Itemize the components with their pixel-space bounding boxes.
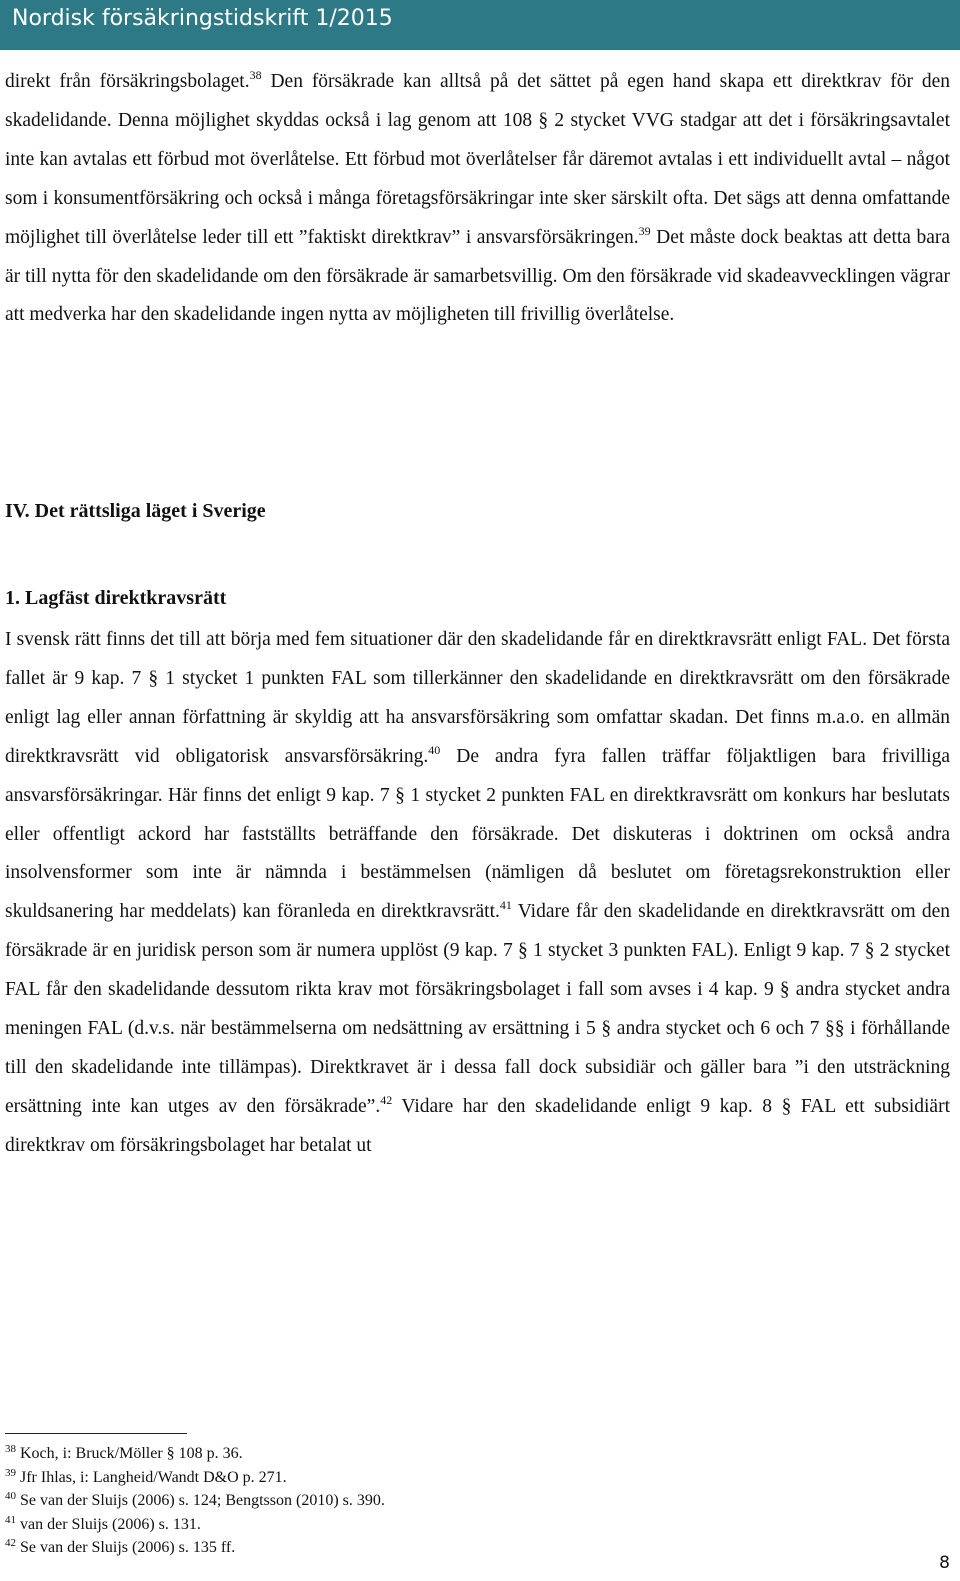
footnote-divider (5, 1433, 187, 1434)
footnote-number: 39 (5, 1466, 16, 1479)
subsection-heading: 1. Lagfäst direktkravsrätt (5, 587, 227, 609)
footnote-text: Koch, i: Bruck/Möller § 108 p. 36. (16, 1445, 243, 1462)
footnote-text: Se van der Sluijs (2006) s. 124; Bengtsson (2010) s. 390. (16, 1492, 385, 1510)
footnote-text: Jfr Ihlas, i: Langheid/Wandt D&O p. 271. (16, 1468, 287, 1486)
footnote-ref-42[interactable]: 42 (380, 1092, 393, 1107)
footnote-text: Se van der Sluijs (2006) s. 135 ff. (16, 1539, 236, 1557)
footnote-number: 40 (5, 1490, 16, 1503)
footnote-text: van der Sluijs (2006) s. 131. (16, 1515, 201, 1533)
page-number: 8 (939, 1553, 950, 1573)
footnote-39 (5, 1466, 905, 1490)
paragraph-2 (5, 621, 950, 1166)
footnote-number: 41 (5, 1513, 16, 1526)
footnote-ref-39[interactable]: 39 (638, 223, 651, 238)
section-heading: IV. Det rättsliga läget i Sverige (5, 500, 266, 522)
paragraph-1-text-1: direkt från försäkringsbolaget. (5, 71, 250, 92)
paragraph-2-text-1: I svensk rätt finns det till att börja med fem situationer där den skadelidande får en direktkravsrätt enligt FAL. Det första fallet är 9 kap. 7 § 1 stycket 1 punkten FAL som tillerkänner den skadelidande en direktkravsrätt om den försäkrade enligt lag eller annan författning är skyldig att ha ansvarsförsäkring som omfattar skadan. Det finns m.a.o. en allmän direktkravsrätt vid obligatorisk ansvarsförsäkring. (5, 629, 950, 767)
paragraph-2-text-3: Vidare får den skadelidande en direktkravsrätt om den försäkrade är en juridisk person som är numera upplöst (9 kap. 7 § 1 stycket 3 punkten FAL). Enligt 9 kap. 7 § 2 stycket FAL får den skadelidande dessutom rikta krav mot försäkringsbolaget i fall som avses i 4 kap. 9 § andra stycket andra meningen FAL (d.v.s. när bestämmelserna om nedsättning av ersättning i 5 § andra stycket och 6 och 7 §§ i förhållande till den skadelidande inte tillämpas). Direktkravet är i dessa fall dock subsidiär och gäller bara ”i den utsträckning ersättning inte kan utges av den försäkrade”. (5, 901, 950, 1117)
footnote-ref-41[interactable]: 41 (499, 898, 512, 913)
footnote-number: 42 (5, 1537, 16, 1550)
footnote-38 (5, 1442, 905, 1466)
paragraph-1 (5, 63, 950, 335)
footnotes (5, 1442, 905, 1560)
paragraph-2-text-2: De andra fyra fallen träffar följaktligen bara frivilliga ansvarsförsäkringar. Här finns det enligt 9 kap. 7 § 1 stycket 2 punkten FAL en direktkravsrätt om konkurs har beslutats eller offentligt ackord har fastställts beträffande den försäkrade. Det diskuteras i doktrinen om också andra insolvensformer som inte är nämnda i bestämmelsen (nämligen då beslutet om företagsrekonstruktion eller skuldsanering har meddelats) kan föranleda en direktkravsrätt. (5, 745, 950, 923)
paragraph-1-text-2: Den försäkrade kan alltså på det sättet på egen hand skapa ett direktkrav för den skadelidande. Denna möjlighet skyddas också i lag genom att 108 § 2 stycket VVG stadgar att det i försäkringsavtalet inte kan avtalas ett förbud mot överlåtelse. Ett förbud mot överlåtelser får däremot avtalas i ett individuellt avtal – något som i konsumentförsäkring och också i många företagsförsäkringar inte sker särskilt ofta. Det sägs att denna omfattande möjlighet till överlåtelse leder till ett ”faktiskt direktkrav” i ansvarsförsäkringen. (5, 71, 950, 248)
footnote-40 (5, 1489, 905, 1513)
header-bar (0, 0, 960, 50)
footnote-41 (5, 1513, 905, 1537)
footnote-number: 38 (5, 1443, 16, 1455)
footnote-42 (5, 1536, 905, 1560)
paragraph-1-text-3: Det måste dock beaktas att detta bara är till nytta för den skadelidande om den försäkrade är samarbetsvillig. Om den försäkrade vid skadeavvecklingen vägrar att medverka har den skadelidande ingen nytta av möjligheten till frivillig överlåtelse. (5, 226, 950, 326)
journal-title: Nordisk försäkringstidskrift 1/2015 (12, 6, 393, 31)
footnote-ref-40[interactable]: 40 (428, 742, 441, 757)
footnote-ref-38[interactable]: 38 (249, 68, 262, 82)
paragraph-2-text-4: Vidare har den skadelidande enligt 9 kap. 8 § FAL ett subsidiärt direktkrav om försäkringsbolaget har betalat ut (5, 1095, 950, 1156)
